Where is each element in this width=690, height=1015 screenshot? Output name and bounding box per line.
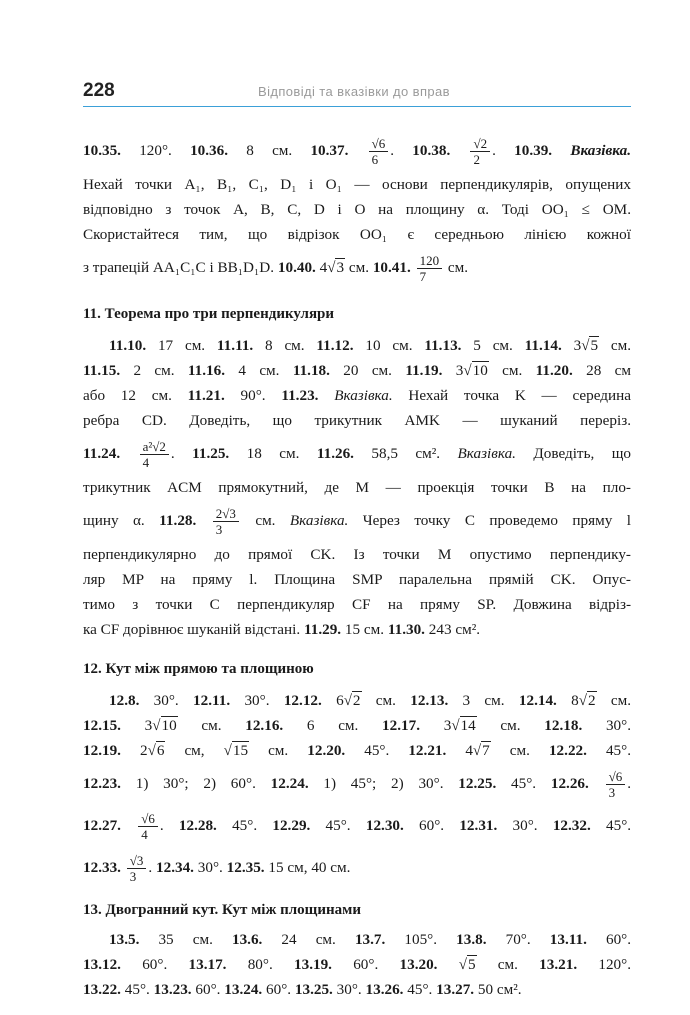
answer-line: 12.15. 3√10 см. 12.16. 6 см. 12.17. 3√14 см. 12.18. 30°. [83,717,631,734]
section-title: 12. Кут між прямою та площиною [83,661,314,677]
fraction: $\frac{120}{7}$ [417,253,443,284]
answer-line: 12.27. $\frac{√6}{4}$ . 12.28. 45°. 12.29. 45°. 12.30. 60°. 12.31. 30°. 12.32. 45°. [83,811,631,843]
page-header [83,78,631,107]
answer-line: трикутник ACM прямокутний, де M — проекція точки B на пло- [83,479,631,496]
radical: √10 [152,717,177,734]
answer-line: 11.10. 17 см. 11.11. 8 см. 11.12. 10 см. 11.13. 5 см. 11.14. 3√5 см. [109,337,631,354]
radical: √2 [343,692,361,709]
answers-block-13 [83,927,631,1002]
answer-line: 11.15. 2 см. 11.16. 4 см. 11.18. 20 см. 11.19. 3√10 см. 11.20. 28 см [83,362,631,379]
section-title: 13. Двогранний кут. Кут між площинами [83,902,361,918]
answer-line: 12.8. 30°. 12.11. 30°. 12.12. 6√2 см. 12.13. 3 см. 12.14. 8√2 см. [109,692,631,709]
answer-line: щину α. 11.28. $\frac{2√3}{3}$ см. Вказівка. Через точку C проведемо пряму l [83,506,631,538]
fraction: $\frac{√6}{3}$ [606,769,626,800]
answer-line: Нехай точки A₁, B₁, C₁, D₁ і O₁ — основи перпендикулярів, опущених [83,176,631,193]
radical: √2 [578,692,596,709]
answer-line: тимо з точки C перпендикуляр CF на пряму SP. Довжина відріз- [83,596,631,613]
radical: √6 [147,742,165,759]
section-title: 11. Теорема про три перпендикуляри [83,306,335,322]
answer-line: 13.22. 45°. 13.23. 60°. 13.24. 60°. 13.25. 30°. 13.26. 45°. 13.27. 50 см². [83,981,522,998]
answers-content [83,130,631,1002]
radical: √10 [463,362,488,379]
answer-line: ляр MP на пряму l. Площина SMP паралельна прямій CK. Опус- [83,571,631,588]
fraction: $\frac{√6}{6}$ [369,136,389,167]
answer-line: 13.5. 35 см. 13.6. 24 см. 13.7. 105°. 13.8. 70°. 13.11. 60°. [109,931,631,948]
radical: √7 [472,742,490,759]
answer-line: 11.24. $\frac{\text{a²√2}}{4}$ . 11.25. 18 см. 11.26. 58,5 см². Вказівка. Доведіть, що [83,439,631,471]
radical: √3 [327,259,345,276]
answers-block-11 [83,333,631,642]
radical: √5 [581,337,599,354]
answer-line: 13.12. 60°. 13.17. 80°. 13.19. 60°. 13.20. √5 см. 13.21. 120°. [83,956,631,973]
answer-line: 12.19. 2√6 см, √15 см. 12.20. 45°. 12.21. 4√7 см. 12.22. 45°. [83,742,631,759]
answers-block-12 [83,688,631,889]
answer-line: 12.23. 1) 30°; 2) 60°. 12.24. 1) 45°; 2) 30°. 12.25. 45°. 12.26. $\frac{√6}{3}$ . [83,769,631,801]
answer-line: відповідно з точок A, B, C, D і O на площину α. Тоді OO₁ ≤ OM. [83,201,631,218]
answer-line: 12.33. $\frac{√3}{3}$ . 12.34. 30°. 12.35. 15 см, 40 см. [83,853,351,885]
answer-line: або 12 см. 11.21. 90°. 11.23. Вказівка. Нехай точка K — середина [83,387,631,404]
answer-line: з трапецій AA₁C₁C і BB₁D₁D. 10.40. 4√3 см. 10.41. $\frac{120}{7}$ см. [83,253,469,285]
radical: √5 [458,956,476,973]
radical: √15 [223,742,249,759]
answers-block-10 [83,130,631,289]
fraction: $\frac{2√3}{3}$ [213,506,239,537]
page-number: 228 [83,80,115,101]
answer-line: Скористайтеся тим, що відрізок OO₁ є середньою лінією кожної [83,226,631,243]
fraction: $\frac{\text{a²√2}}{4}$ [140,439,169,470]
fraction: $\frac{√3}{3}$ [127,853,147,884]
answer-line: ка CF дорівнює шуканій відстані. 11.29. 15 см. 11.30. 243 см². [83,621,481,638]
running-title: Відповіді та вказівки до вправ [258,84,450,99]
answer-line: перпендикулярно до прямої CK. Із точки M опустимо перпендику- [83,546,631,563]
radical: √14 [451,717,476,734]
fraction: $\frac{√2}{2}$ [470,136,490,167]
answer-line: 10.35. 120°. 10.36. 8 см. 10.37. $\frac{√6}{6}$ . 10.38. $\frac{√2}{2}$ . 10.39. Вказівка. [83,136,631,168]
answer-line: ребра CD. Доведіть, що трикутник AMK — шуканий переріз. [83,412,631,429]
fraction: $\frac{√6}{4}$ [138,811,158,842]
